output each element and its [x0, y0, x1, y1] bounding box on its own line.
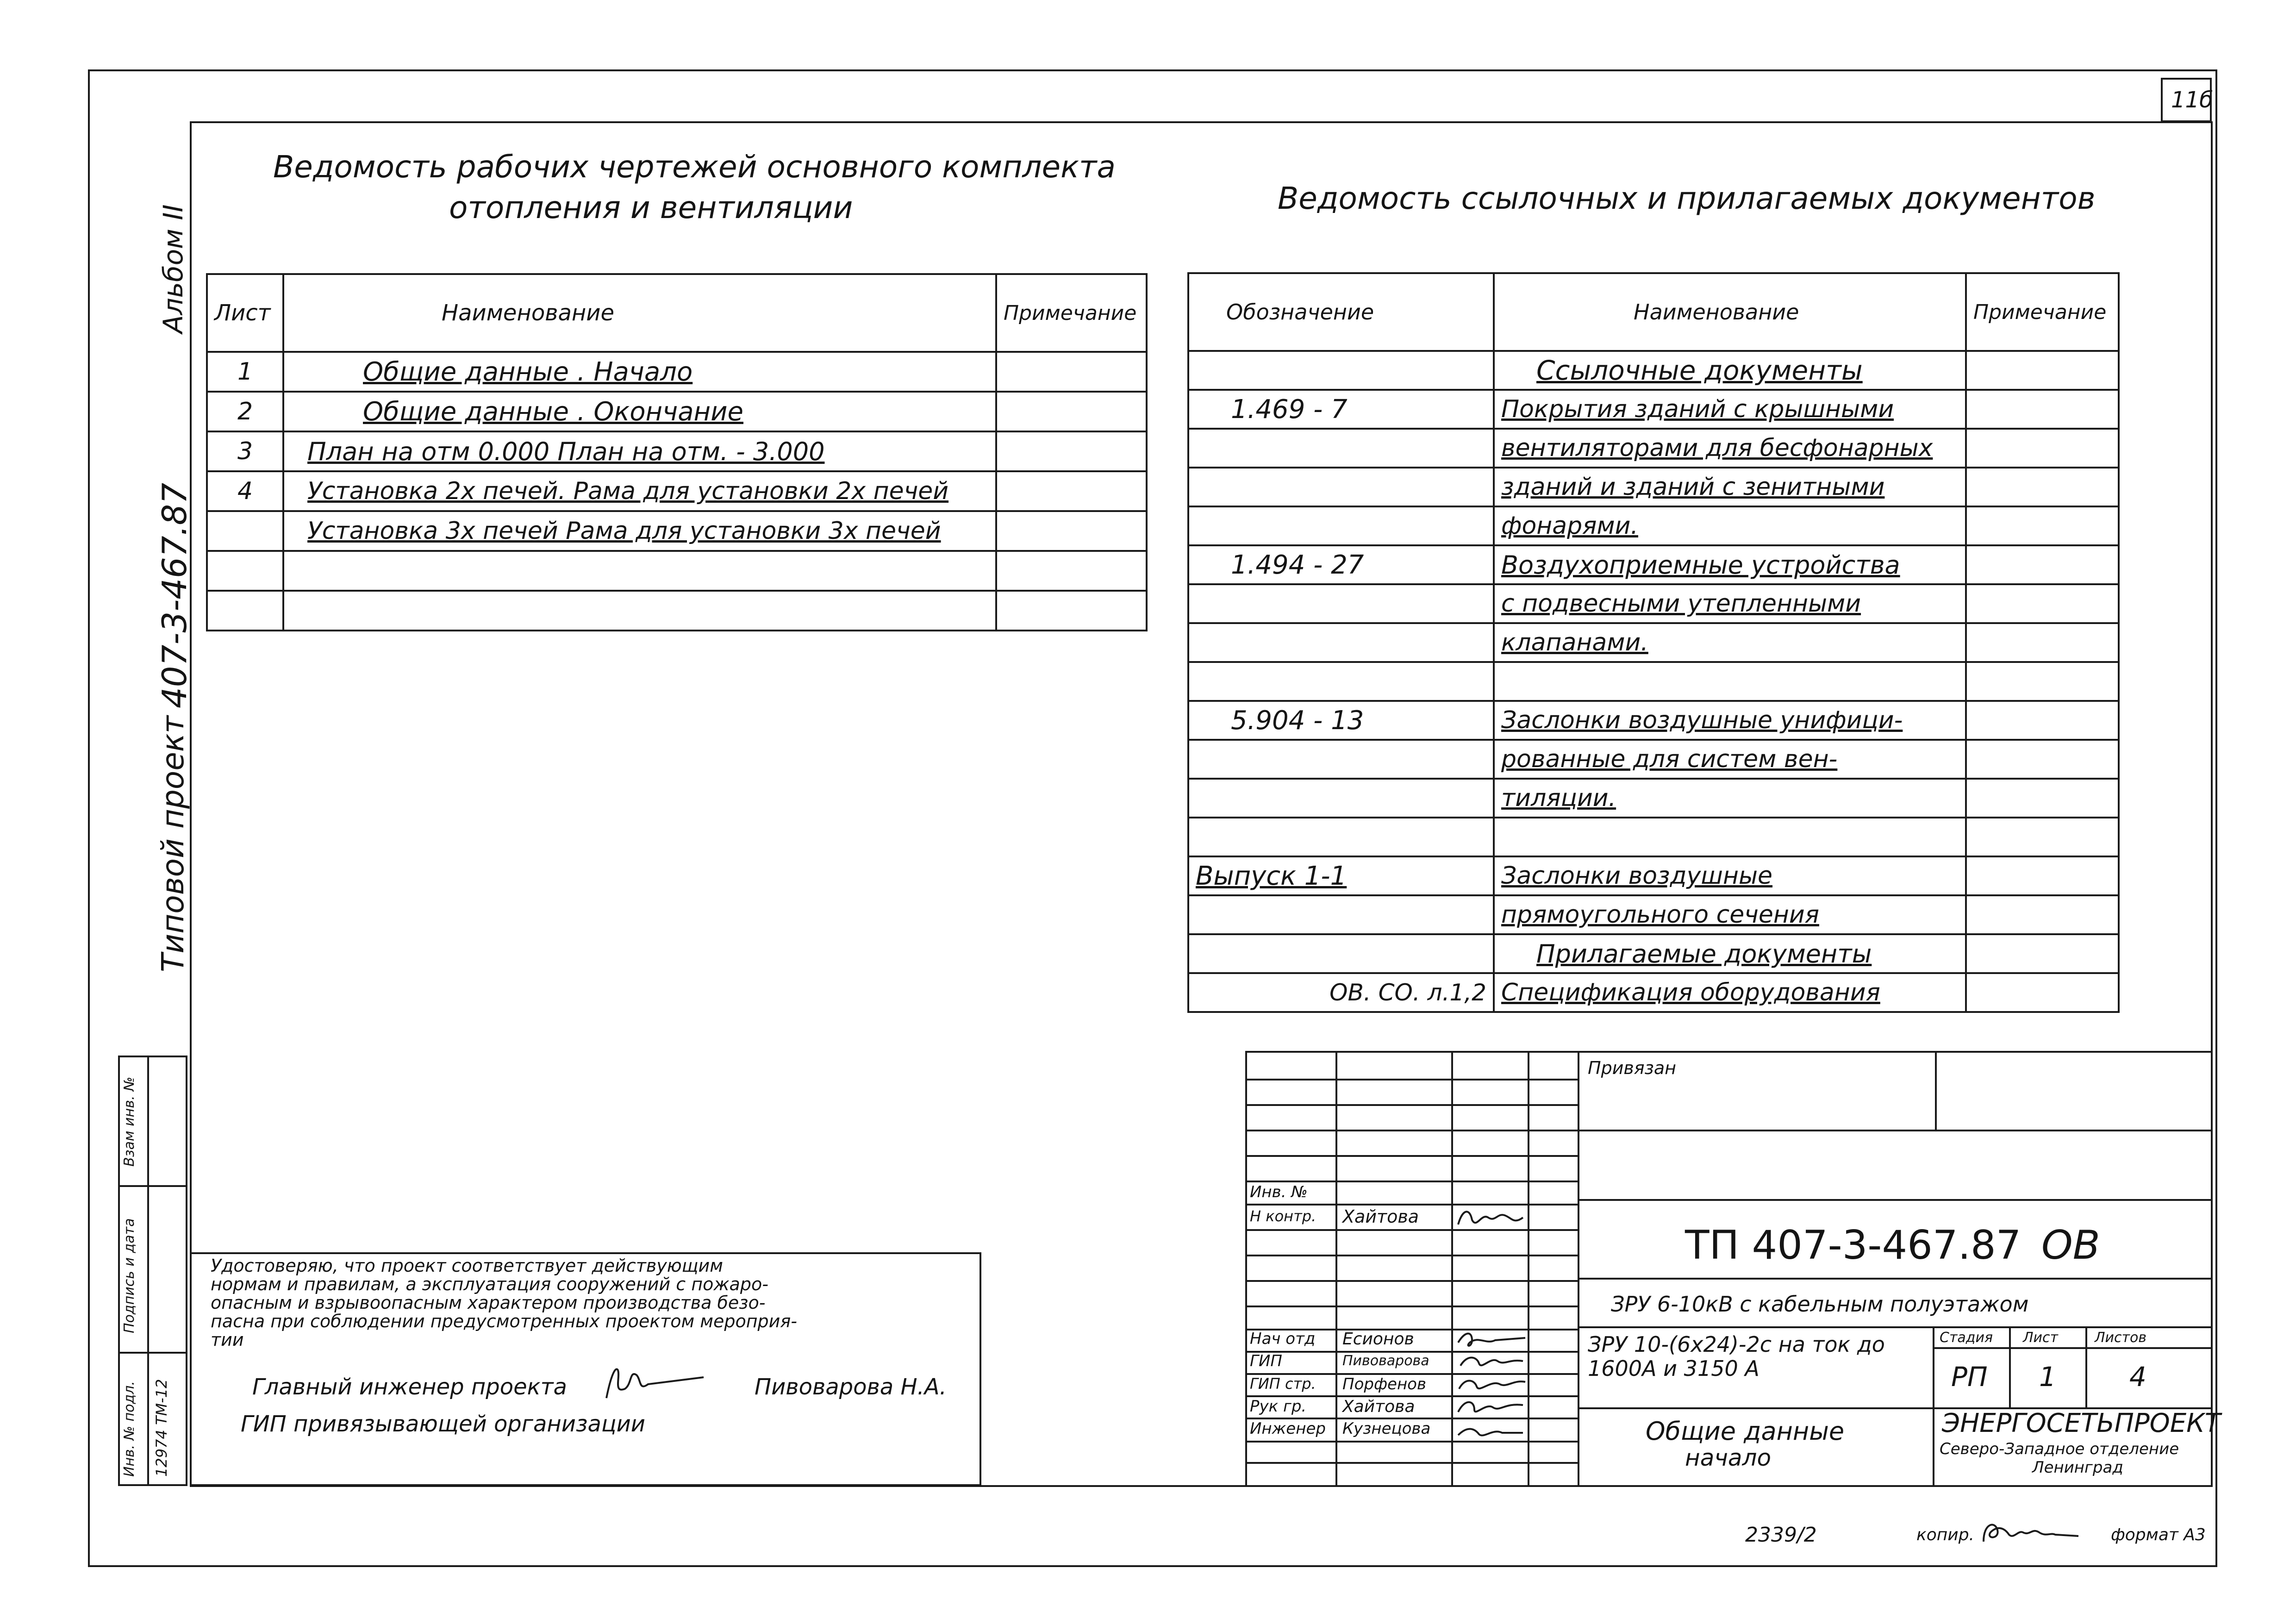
sheet-title-line1: Общие данные: [1646, 1417, 1845, 1446]
tb-vline-stage: [1933, 1326, 1934, 1487]
table-row: [207, 511, 1147, 551]
row-code: Выпуск 1-1: [1188, 856, 1494, 895]
signer-name: Кузнецова: [1342, 1419, 1431, 1438]
signer-role: Инженер: [1250, 1419, 1326, 1438]
row-sheet: [207, 551, 283, 591]
stage-label: Стадия: [1940, 1330, 1993, 1346]
tb-hline-right: [1578, 1199, 2213, 1201]
section-code: ОВ: [2041, 1222, 2100, 1268]
chief-engineer-label: Главный инженер проекта: [252, 1374, 567, 1400]
tb-hline-stage: [1933, 1347, 2213, 1349]
cert-text-line1: Удостоверяю, что проект соответствует действующим: [211, 1255, 723, 1276]
signer-role: ГИП: [1250, 1352, 1282, 1370]
sheets-label: Листов: [2095, 1330, 2147, 1346]
gip-binding-org-label: ГИП привязывающей организации: [241, 1411, 645, 1437]
cert-text-line3: опасным и взрывоопасным характером производства безо-: [211, 1293, 766, 1313]
norm-control-role: Н контр.: [1250, 1207, 1316, 1225]
row-note: [1966, 701, 2119, 740]
tb-hline: [1245, 1079, 1578, 1081]
cert-text-line5: тии: [211, 1330, 244, 1350]
sheet-label: Лист: [2023, 1330, 2059, 1346]
sheet-number: 11б: [2171, 87, 2213, 113]
row-note: [1966, 973, 2119, 1012]
table-row: [1188, 779, 2119, 818]
table-row: [207, 352, 1147, 392]
row-name: Воздухоприемные устройства: [1494, 545, 1966, 584]
row-note: [996, 591, 1147, 631]
chief-engineer-name: Пивоварова Н.А.: [755, 1374, 947, 1400]
designation: ТП 407-3-467.87: [1685, 1222, 2021, 1268]
signer-name: Есионов: [1342, 1330, 1414, 1349]
table-row: [207, 551, 1147, 591]
row-name: зданий и зданий с зенитными: [1494, 468, 1966, 506]
row-note: [996, 431, 1147, 471]
table-row: [1188, 701, 2119, 740]
copier-signature: [1977, 1514, 2083, 1551]
sheet-title-line2: начало: [1685, 1444, 1772, 1471]
row-note: [1966, 506, 2119, 545]
chief-engineer-signature: [597, 1356, 708, 1407]
row-note: [1966, 623, 2119, 662]
margin-stamp-signature: Подпись и дата: [121, 1218, 137, 1333]
row-name: прямоугольного сечения: [1494, 895, 1966, 934]
margin-stamp-replace: Взам инв. №: [121, 1076, 137, 1167]
row-name: План на отм 0.000 План на отм. - 3.000: [283, 431, 996, 471]
tb-hline: [1245, 1305, 1578, 1307]
row-name: Общие данные . Начало: [283, 352, 996, 392]
row-note: [1966, 779, 2119, 818]
table-row: [1188, 740, 2119, 779]
object-name: ЗРУ 6-10кВ с кабельным полуэтажом: [1611, 1292, 2029, 1317]
col-header-code: Обозначение: [1188, 273, 1494, 351]
row-sheet: 3: [207, 431, 283, 471]
row-name: вентиляторами для бесфонарных: [1494, 429, 1966, 468]
row-name: клапанами.: [1494, 623, 1966, 662]
table-row: [207, 431, 1147, 471]
bound-label: Привязан: [1588, 1058, 1676, 1078]
sheet-value: 1: [2039, 1361, 2056, 1393]
right-table-title: Ведомость ссылочных и прилагаемых документов: [1278, 181, 2096, 216]
row-code: [1188, 934, 1494, 973]
project-type-vertical: Типовой проект: [155, 715, 191, 972]
row-name: Заслонки воздушные: [1494, 856, 1966, 895]
row-code: [1188, 779, 1494, 818]
row-code: [1188, 740, 1494, 779]
row-note: [996, 511, 1147, 551]
signer-role: Рук гр.: [1250, 1397, 1307, 1416]
cert-text-line4: пасна при соблюдении предусмотренных проектом мероприя-: [211, 1311, 797, 1331]
tb-hline-right: [1578, 1130, 2213, 1131]
tb-hline-right: [1578, 1278, 2213, 1280]
row-note: [1966, 818, 2119, 856]
footer-doc-no: 2339/2: [1745, 1523, 1817, 1547]
row-name: тиляции.: [1494, 779, 1966, 818]
margin-stamp-inv: Инв. № подл.: [121, 1381, 137, 1477]
left-table-title-line2: отопления и вентиляции: [449, 190, 853, 225]
margin-stamp-divider: [147, 1056, 149, 1486]
row-sheet: 2: [207, 392, 283, 431]
row-code: [1188, 818, 1494, 856]
table-row: [207, 392, 1147, 431]
margin-stamp-hline-1: [118, 1185, 187, 1187]
row-code: 5.904 - 13: [1188, 701, 1494, 740]
row-note: [1966, 390, 2119, 429]
row-code: 1.469 - 7: [1188, 390, 1494, 429]
row-note: [1966, 895, 2119, 934]
signer-role: ГИП стр.: [1250, 1375, 1316, 1393]
tb-hline: [1245, 1181, 1578, 1182]
table-row: [1188, 468, 2119, 506]
row-name: Покрытия зданий с крышными: [1494, 390, 1966, 429]
row-code: 1.494 - 27: [1188, 545, 1494, 584]
tb-hline: [1245, 1229, 1578, 1231]
project-code-vertical: 407-3-467.87: [155, 482, 194, 708]
row-name: Установка 2х печей. Рама для установки 2х печей: [283, 471, 996, 511]
tb-hline-right: [1578, 1326, 2213, 1328]
row-note: [996, 352, 1147, 392]
references-table: [1187, 272, 2120, 1013]
row-note: [1966, 856, 2119, 895]
org-sub2: Ленинград: [2032, 1458, 2123, 1477]
row-name: с подвесными утепленными: [1494, 584, 1966, 623]
row-name: Спецификация оборудования: [1494, 973, 1966, 1012]
row-name: Ссылочные документы: [1494, 351, 1966, 390]
row-note: [1966, 584, 2119, 623]
col-header-note: Примечание: [1966, 273, 2119, 351]
signer-role: Нач отд: [1250, 1330, 1316, 1348]
row-note: [996, 551, 1147, 591]
row-name: [283, 591, 996, 631]
table-row: [1188, 584, 2119, 623]
row-name: [283, 551, 996, 591]
row-note: [1966, 429, 2119, 468]
col-header-note: Примечание: [996, 274, 1147, 352]
tb-vline-stage: [2009, 1326, 2011, 1407]
left-table-title-line1: Ведомость рабочих чертежей основного комплекта: [273, 149, 1116, 185]
tb-hline: [1245, 1255, 1578, 1256]
org-name: ЭНЕРГОСЕТЬПРОЕКТ: [1942, 1408, 2221, 1438]
row-code: [1188, 506, 1494, 545]
row-code: [1188, 584, 1494, 623]
table-row: [1188, 895, 2119, 934]
tb-vline-bound: [1935, 1051, 1937, 1131]
table-row: [1188, 390, 2119, 429]
row-sheet: [207, 511, 283, 551]
tb-vline-1: [1335, 1051, 1337, 1487]
row-name: [1494, 662, 1966, 701]
footer-copied-label: копир.: [1916, 1525, 1974, 1544]
table-row: [1188, 934, 2119, 973]
signer-name: Порфенов: [1342, 1375, 1427, 1393]
table-row: [1188, 429, 2119, 468]
row-note: [1966, 740, 2119, 779]
col-header-sheet: Лист: [207, 274, 283, 352]
tb-hline: [1245, 1280, 1578, 1282]
row-code: [1188, 895, 1494, 934]
inv-label: Инв. №: [1250, 1183, 1308, 1201]
tb-hline: [1245, 1204, 1578, 1206]
table-row: [1188, 818, 2119, 856]
table-row: [1188, 506, 2119, 545]
table-row: [1188, 351, 2119, 390]
row-code: ОВ. СО. л.1,2: [1188, 973, 1494, 1012]
tb-hline: [1245, 1155, 1578, 1157]
tb-vline-stage: [2085, 1326, 2087, 1407]
norm-control-signature: [1454, 1204, 1528, 1231]
sub-object: ЗРУ 10-(6х24)-2с на ток до 1600А и 3150 А: [1588, 1332, 1885, 1381]
row-name: Прилагаемые документы: [1494, 934, 1966, 973]
row-note: [996, 471, 1147, 511]
signatures-column: [1454, 1329, 1530, 1463]
tb-hline: [1245, 1130, 1578, 1131]
stage-value: РП: [1951, 1361, 1988, 1393]
row-code: [1188, 429, 1494, 468]
table-row: [207, 471, 1147, 511]
row-name: Установка 3х печей Рама для установки 3х печей: [283, 511, 996, 551]
row-sheet: 1: [207, 352, 283, 392]
table-row: [1188, 856, 2119, 895]
sheets-value: 4: [2129, 1361, 2146, 1393]
org-sub1: Северо-Западное отделение: [1940, 1440, 2179, 1458]
row-note: [996, 392, 1147, 431]
row-name: [1494, 818, 1966, 856]
row-code: [1188, 662, 1494, 701]
table-row: [1188, 623, 2119, 662]
row-sheet: [207, 591, 283, 631]
row-code: [1188, 623, 1494, 662]
row-note: [1966, 545, 2119, 584]
row-note: [1966, 934, 2119, 973]
row-note: [1966, 468, 2119, 506]
col-header-name: Наименование: [1494, 273, 1966, 351]
album-label: Альбом II: [157, 204, 189, 333]
table-row: [1188, 973, 2119, 1012]
margin-stamp-inv-value: 12974 ТМ-12: [153, 1379, 170, 1477]
row-name: фонарями.: [1494, 506, 1966, 545]
norm-control-name: Хайтова: [1342, 1206, 1419, 1227]
row-note: [1966, 351, 2119, 390]
col-header-name: Наименование: [283, 274, 996, 352]
tb-vline-2: [1451, 1051, 1453, 1487]
table-row: [1188, 545, 2119, 584]
table-row: [207, 591, 1147, 631]
row-sheet: 4: [207, 471, 283, 511]
signer-name: Хайтова: [1342, 1397, 1415, 1416]
row-note: [1966, 662, 2119, 701]
cert-text-line2: нормам и правилам, а эксплуатация сооружений с пожаро-: [211, 1274, 768, 1294]
footer-format: формат А3: [2111, 1525, 2206, 1544]
tb-hline: [1245, 1104, 1578, 1106]
margin-stamp-hline-2: [118, 1352, 187, 1354]
drawings-list-table: [206, 273, 1148, 631]
tb-vline-4: [1578, 1051, 1579, 1487]
row-name: рованные для систем вен-: [1494, 740, 1966, 779]
signer-name: Пивоварова: [1342, 1353, 1429, 1369]
row-code: [1188, 468, 1494, 506]
table-row: [1188, 662, 2119, 701]
row-name: Общие данные . Окончание: [283, 392, 996, 431]
row-code: [1188, 351, 1494, 390]
row-name: Заслонки воздушные унифици-: [1494, 701, 1966, 740]
